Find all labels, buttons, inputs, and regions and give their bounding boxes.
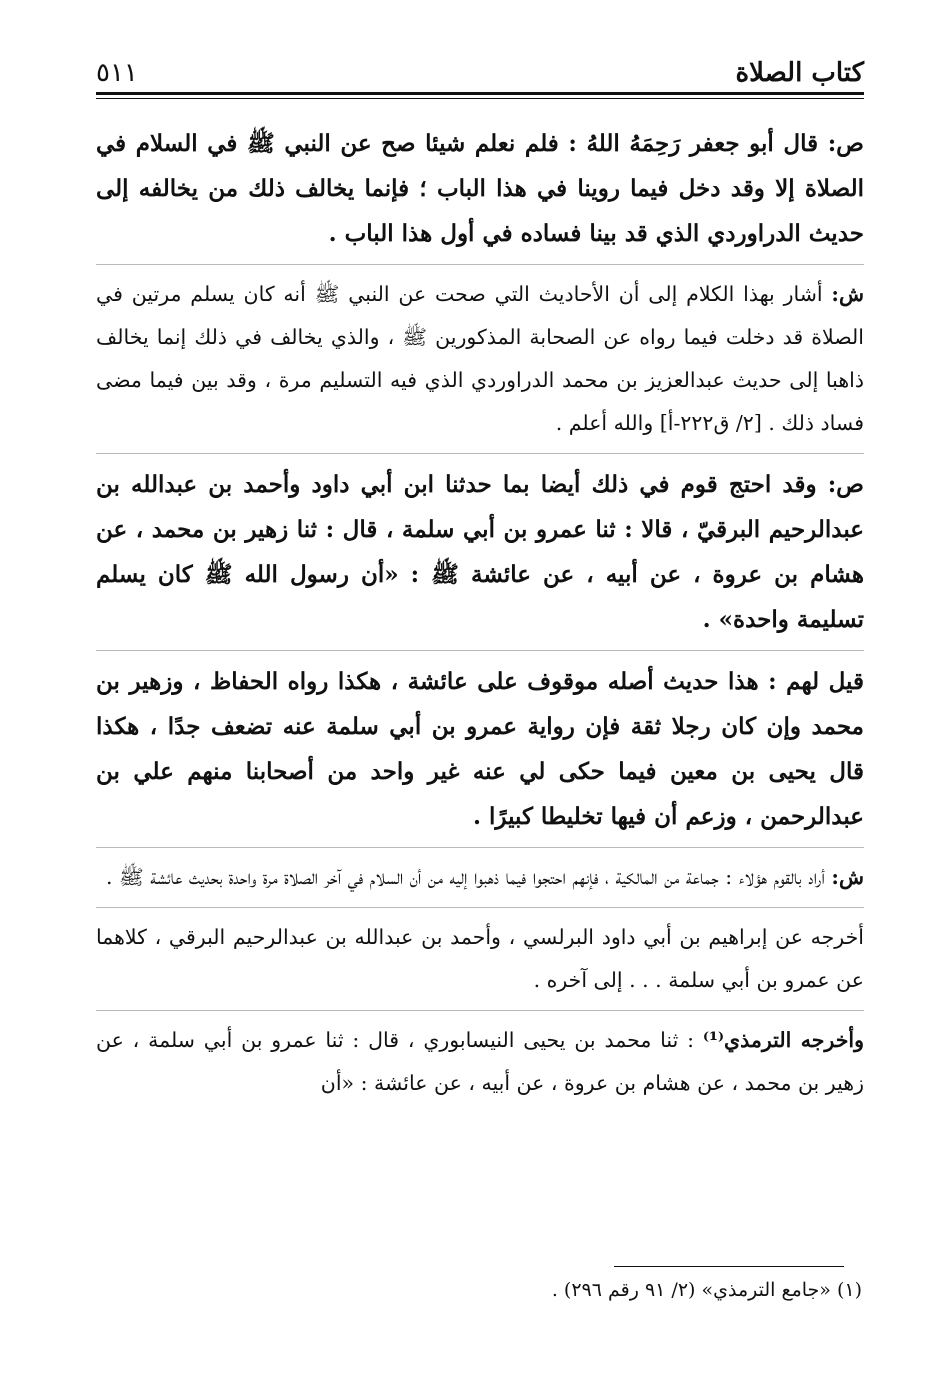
paragraph-text: أخرجه عن إبراهيم بن أبي داود البرلسي ، وأحمد بن عبدالله بن عبدالرحيم البرقي ، كلاهما عن عمرو بن أبي سلمة . . . إلى آخره .	[96, 925, 864, 992]
paragraph-reply	[96, 651, 864, 847]
running-header	[96, 56, 864, 88]
paragraph-text: أشار بهذا الكلام إلى أن الأحاديث التي صحت عن النبي ﷺ أنه كان يسلم مرتين في الصلاة قد دخلت فيما رواه عن الصحابة المذكورين ﷺ ، والذي يخالف في ذلك إنما يخالف ذاهبا إلى حديث عبدالعزيز بن محمد الدراوردي الذي فيه التسليم مرة ، وقد بين فيما مضى فساد ذلك . [٢/ ق٢٢٢-أ] والله أعلم .	[96, 282, 864, 435]
footnote-rule	[614, 1266, 844, 1267]
paragraph-shin-2	[96, 848, 864, 907]
paragraph-text: ص: وقد احتج قوم في ذلك أيضا بما حدثنا ابن أبي داود وأحمد بن عبدالله بن عبدالرحيم البرقيّ ، قالا : ثنا عمرو بن أبي سلمة ، قال : ثنا زهير بن محمد ، عن هشام بن عروة ، عن أبيه ، عن عائشة ﷺ : «أن رسول الله ﷺ كان يسلم تسليمة واحدة» .	[96, 471, 864, 633]
paragraph-text: : ثنا محمد بن يحيى النيسابوري ، قال : ثنا عمرو بن أبي سلمة ، عن زهير بن محمد ، عن هشام بن عروة ، عن أبيه ، عن عائشة : «أن	[96, 1028, 864, 1095]
paragraph-lead: وأخرجه الترمذي⁽¹⁾	[702, 1028, 864, 1052]
paragraph-takhrij-1	[96, 908, 864, 1010]
paragraph-takhrij-2	[96, 1011, 864, 1113]
paragraph-shin-1	[96, 265, 864, 453]
main-text	[96, 113, 864, 1113]
paragraph-text: أراد بالقوم هؤلاء : جماعة من المالكية ، فإنهم احتجوا فيما ذهبوا إليه من أن السلام في آخر الصلاة مرة واحدة بحديث عائشة ﷺ .	[105, 865, 832, 889]
header-rule	[96, 92, 864, 99]
paragraph-sad-1	[96, 113, 864, 264]
footnote: (١) «جامع الترمذي» (٢/ ٩١ رقم ٢٩٦) .	[551, 1279, 862, 1301]
paragraph-lead: ش:	[831, 282, 864, 306]
page-number: ٥١١	[96, 58, 138, 88]
paragraph-text: ص: قال أبو جعفر رَحِمَهُ اللهُ : فلم نعلم شيئا صح عن النبي ﷺ في السلام في الصلاة إلا وقد دخل فيما روينا في هذا الباب ؛ فإنما يخالف ذلك من يخالفه إلى حديث الدراوردي الذي قد بينا فساده في أول هذا الباب .	[96, 130, 864, 247]
paragraph-sad-2	[96, 454, 864, 650]
paragraph-text: قيل لهم : هذا حديث أصله موقوف على عائشة ، هكذا رواه الحفاظ ، وزهير بن محمد وإن كان رجلا ثقة فإن رواية عمرو بن أبي سلمة عنه تضعف جدًا ، هكذا قال يحيى بن معين فيما حكى لي عنه غير واحد من أصحابنا منهم علي بن عبدالرحمن ، وزعم أن فيها تخليطا كبيرًا .	[96, 668, 864, 830]
chapter-title: كتاب الصلاة	[735, 58, 864, 88]
paragraph-lead: ش:	[831, 865, 864, 889]
page	[96, 56, 864, 1113]
